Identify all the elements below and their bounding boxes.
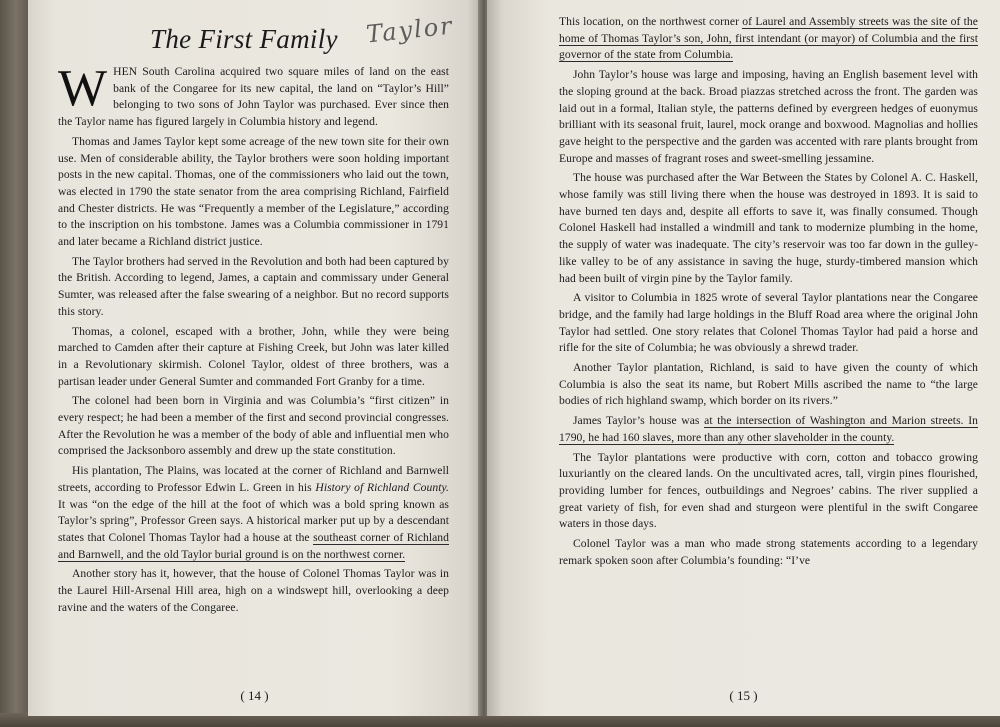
paragraph: This location, on the northwest corner of Laurel and Assembly streets was the site of the home of Thomas Taylor’s son, John, first intendant (or mayor) of Columbia and the first governor of the state from Columbia.: [559, 15, 978, 62]
underlined-text: at the intersection of Washington and Marion streets. In 1790, he had 160 slaves, more than any other slaveholder in the county.: [559, 414, 978, 444]
right-page: [487, 0, 1000, 716]
paragraph: Another Taylor plantation, Richland, is said to have given the county of which Columbia is also the seat its name, but Robert Mills ascribed the name to “the large bodies of rich highland swamp, which border on its rivers.”: [559, 361, 978, 408]
paragraph: James Taylor’s house was at the intersection of Washington and Marion streets. In 1790, he had 160 slaves, more than any other slaveholder in the county.: [559, 414, 978, 444]
page-number: ( 15 ): [729, 688, 758, 703]
drop-cap: W: [58, 60, 108, 117]
paragraph: John Taylor’s house was large and imposing, having an English basement level with the sloping ground at the back. Broad piazzas stretched across the front. The garden was laid out in a formal, Italian style, the patterns defined by evergreen hedges of euonymus brilliant with its seasonal fruit, laurel, mock orange and boxwood. Magnolias and hollies gave height to the perspective and the garden was accented with rare plants brought from Europe and masses of fragrant roses and sweet-smelling jessamine.: [559, 68, 978, 165]
paragraph: The house was purchased after the War Between the States by Colonel A. C. Haskell, whose family was still living there when the house was destroyed in 1893. It is said to have burned ten days and, despite all efforts to save it, was finally consumed. Though Colonel Haskell had installed a windmill and tank to modernize plumbing in the home, the supply of water was inadequate. The city’s reservoir was too far down in the gulley-like valley to be of any assistance in saving the huge, sturdy-timbered mansion which had been built of virgin pine by the Taylor family.: [559, 171, 978, 285]
paragraph: Another story has it, however, that the house of Colonel Thomas Taylor was in the Laurel Hill-Arsenal Hill area, high on a windswept hill, overlooking a deep ravine and the waters of the Congaree.: [58, 567, 449, 614]
page-number: ( 14 ): [240, 688, 269, 703]
left-page: [28, 0, 481, 716]
title-row: [58, 11, 455, 64]
underlined-text: southeast corner of Richland and Barnwell, and the old Taylor burial ground is on the northwest corner.: [58, 530, 449, 561]
underlined-text: of Laurel and Assembly streets was the site of the home of Thomas Taylor’s son, John, first intendant (or mayor) of Columbia and the first governor of the state from Columbia.: [559, 15, 978, 62]
paragraph: WHEN South Carolina acquired two square miles of land on the east bank of the Congaree for its new capital, the land on “Taylor’s Hill” belonging to two sons of John Taylor was purchased. Ever since then the Taylor name has figured largely in Columbia history and legend.: [58, 60, 449, 129]
book-title: History of Richland County.: [315, 480, 449, 494]
handwritten-note: Taylor: [364, 11, 455, 49]
paragraph: The Taylor brothers had served in the Revolution and both had been captured by the British. According to legend, James, a captain and commissary under General Sumter, was released after the false swearing of a neighbor. But no record supports this story.: [58, 254, 449, 318]
paragraph: His plantation, The Plains, was located at the corner of Richland and Barnwell streets, according to Professor Edwin L. Green in his History of Richland County. It was “on the edge of the hill at the foot of which was a bold spring known as Taylor’s spring”, Professor Green says. A historical marker put up by a descendant states that Colonel Thomas Taylor had a house at the southeast corner of Richland and Barnwell, and the old Taylor burial ground is on the northwest corner.: [58, 464, 449, 561]
paragraph: Thomas and James Taylor kept some acreage of the new town site for their own use. Men of considerable ability, the Taylor brothers were soon holding important posts in the new capital. Thomas, one of the commissioners who laid out the town, was elected in 1790 the state senator from the area comprising Richland, Fairfield and Chester districts. He was “Frequently a member of the Legislature,” according to the inscription on his tombstone. James was a Columbia commissioner in 1791 and later became a Richland district justice.: [58, 134, 449, 249]
paragraph: Thomas, a colonel, escaped with a brother, John, while they were being marched to Camden after their capture at Fishing Creek, but John was later killed in a Revolutionary skirmish. Colonel Taylor, oldest of three brothers, was a partisan leader under General Sumter and commanded Fort Granby for a time.: [58, 324, 449, 388]
paragraph: The Taylor plantations were productive with corn, cotton and tobacco growing luxuriantly on the cleared lands. On the uncultivated acres, tall, virgin pines flourished, providing lumber for fences, outbuildings and Negroes’ cabins. The river supplied a great variety of fish, for even shad and sturgeon were plentiful in the swift Congaree waters in those days.: [559, 450, 978, 531]
right-column-text: [559, 14, 978, 570]
paragraph: Colonel Taylor was a man who made strong statements according to a legendary remark spoken soon after Columbia’s founding: “I’ve: [559, 537, 978, 567]
page-title: The First Family: [150, 24, 338, 54]
paragraph: The colonel had been born in Virginia and was Columbia’s “first citizen” in every respect; he had been a member of the first and second provincial congresses. After the Revolution he was a member of the body of able and influential men who comprised the Jacksonboro assembly and drew up the state constitution.: [58, 394, 449, 458]
paragraph: A visitor to Columbia in 1825 wrote of several Taylor plantations near the Congaree bridge, and the family had large holdings in the Bluff Road area where the original John Taylor had settled. One story relates that Colonel Thomas Taylor had paid a horse and rifle for the site of Columbia; he was obviously a shrewd trader.: [559, 291, 978, 355]
left-column-text: [58, 60, 449, 617]
